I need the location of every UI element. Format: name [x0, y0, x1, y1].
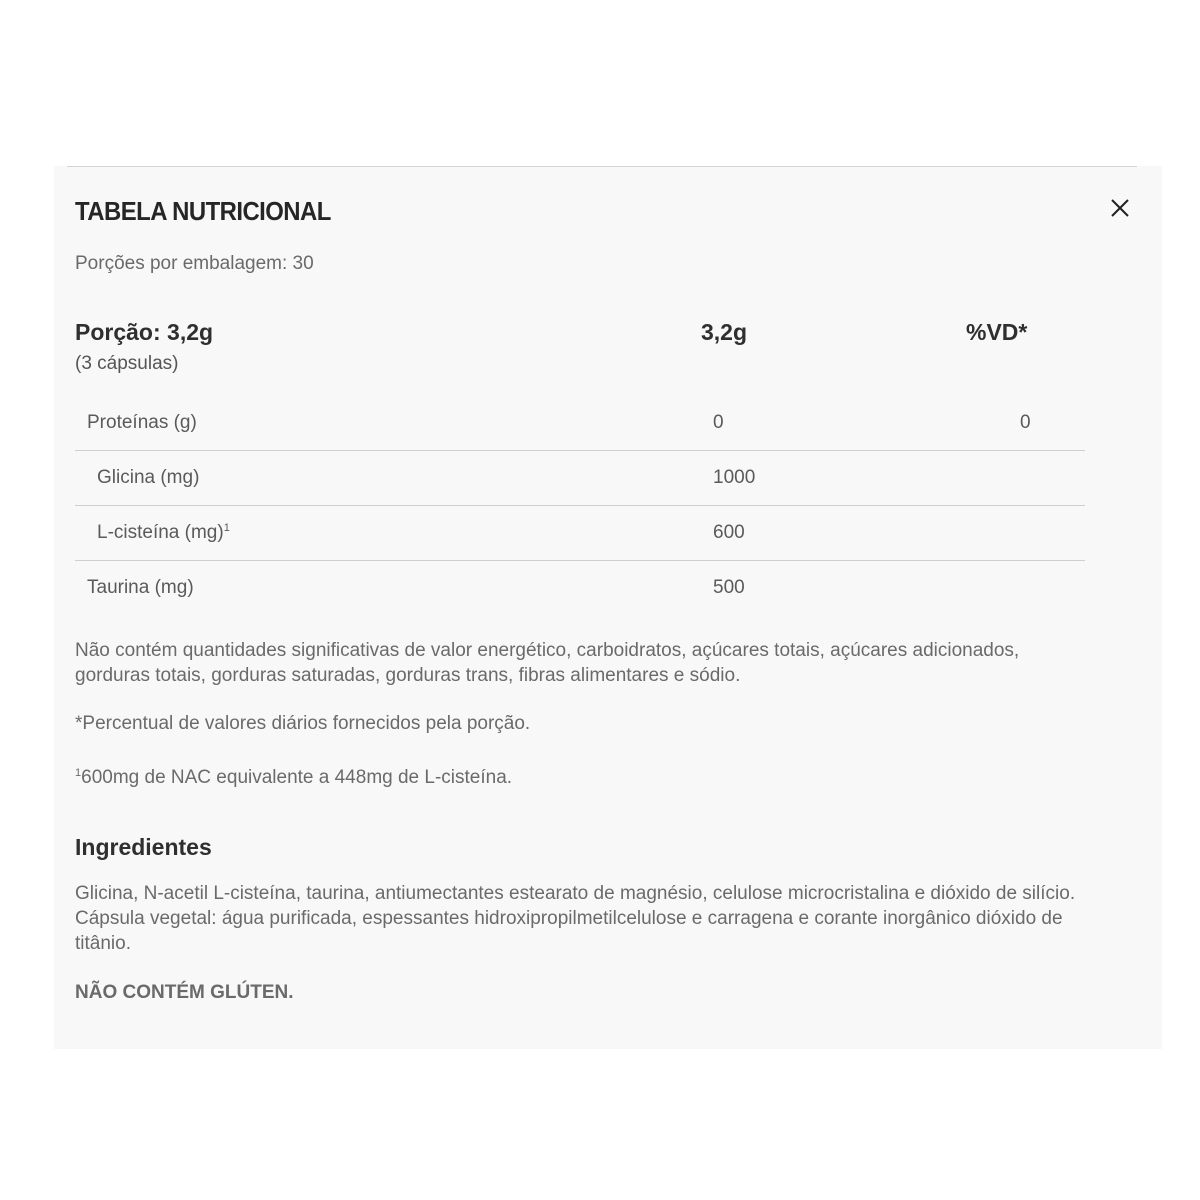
nutrition-modal — [54, 166, 1162, 1049]
table-row — [75, 506, 1085, 561]
nutrient-amount: 0 — [713, 412, 724, 433]
ingredients-title: Ingredientes — [75, 834, 212, 860]
portion-capsules: (3 cápsulas) — [75, 353, 179, 374]
modal-title: TABELA NUTRICIONAL — [75, 196, 331, 226]
portion-label: Porção: 3,2g — [75, 319, 214, 345]
nutrition-table — [75, 396, 1085, 615]
nutrient-name: Glicina (mg) — [97, 467, 200, 488]
table-row — [75, 561, 1085, 615]
not-significant-note: Não contém quantidades significativas de valor energético, carboidratos, açúcares totais, açúcares adicionados, gorduras totais, gorduras saturadas, gorduras trans, fibras alimentares e sódio. — [75, 640, 1020, 686]
percent-daily-note: *Percentual de valores diários fornecidos pela porção. — [75, 713, 531, 734]
ingredients-text: Glicina, N-acetil L-cisteína, taurina, antiumectantes estearato de magnésio, celulose microcristalina e dióxido de silício. Cápsula vegetal: água purificada, espessantes hidroxipropilmetilcelulose e carragena e corante inorgânico dióxido de titânio. — [75, 883, 1076, 954]
nutrient-name: Proteínas (g) — [87, 412, 197, 433]
column-header-amount: 3,2g — [701, 319, 748, 345]
nutrient-amount: 500 — [713, 577, 745, 598]
nutrient-amount: 1000 — [713, 467, 756, 488]
gluten-statement: NÃO CONTÉM GLÚTEN. — [75, 982, 294, 1003]
footnote-marker: 1 — [223, 522, 230, 534]
footnote-marker: 1 — [75, 767, 82, 779]
servings-per-package: Porções por embalagem: 30 — [75, 253, 314, 274]
nutrient-vd: 0 — [1020, 412, 1031, 433]
footnote — [75, 761, 1095, 790]
column-header-vd: %VD* — [966, 319, 1028, 345]
top-divider — [67, 166, 1137, 167]
close-button[interactable] — [1106, 194, 1134, 222]
close-icon — [1106, 194, 1134, 222]
table-row — [75, 451, 1085, 506]
footnote-text: 600mg de NAC equivalente a 448mg de L-cisteína. — [81, 767, 513, 788]
nutrient-name: L-cisteína (mg) — [97, 522, 224, 543]
nutrient-name-with-footnote — [97, 522, 230, 544]
nutrient-amount: 600 — [713, 522, 745, 543]
table-row — [75, 396, 1085, 451]
nutrient-name: Taurina (mg) — [87, 577, 194, 598]
